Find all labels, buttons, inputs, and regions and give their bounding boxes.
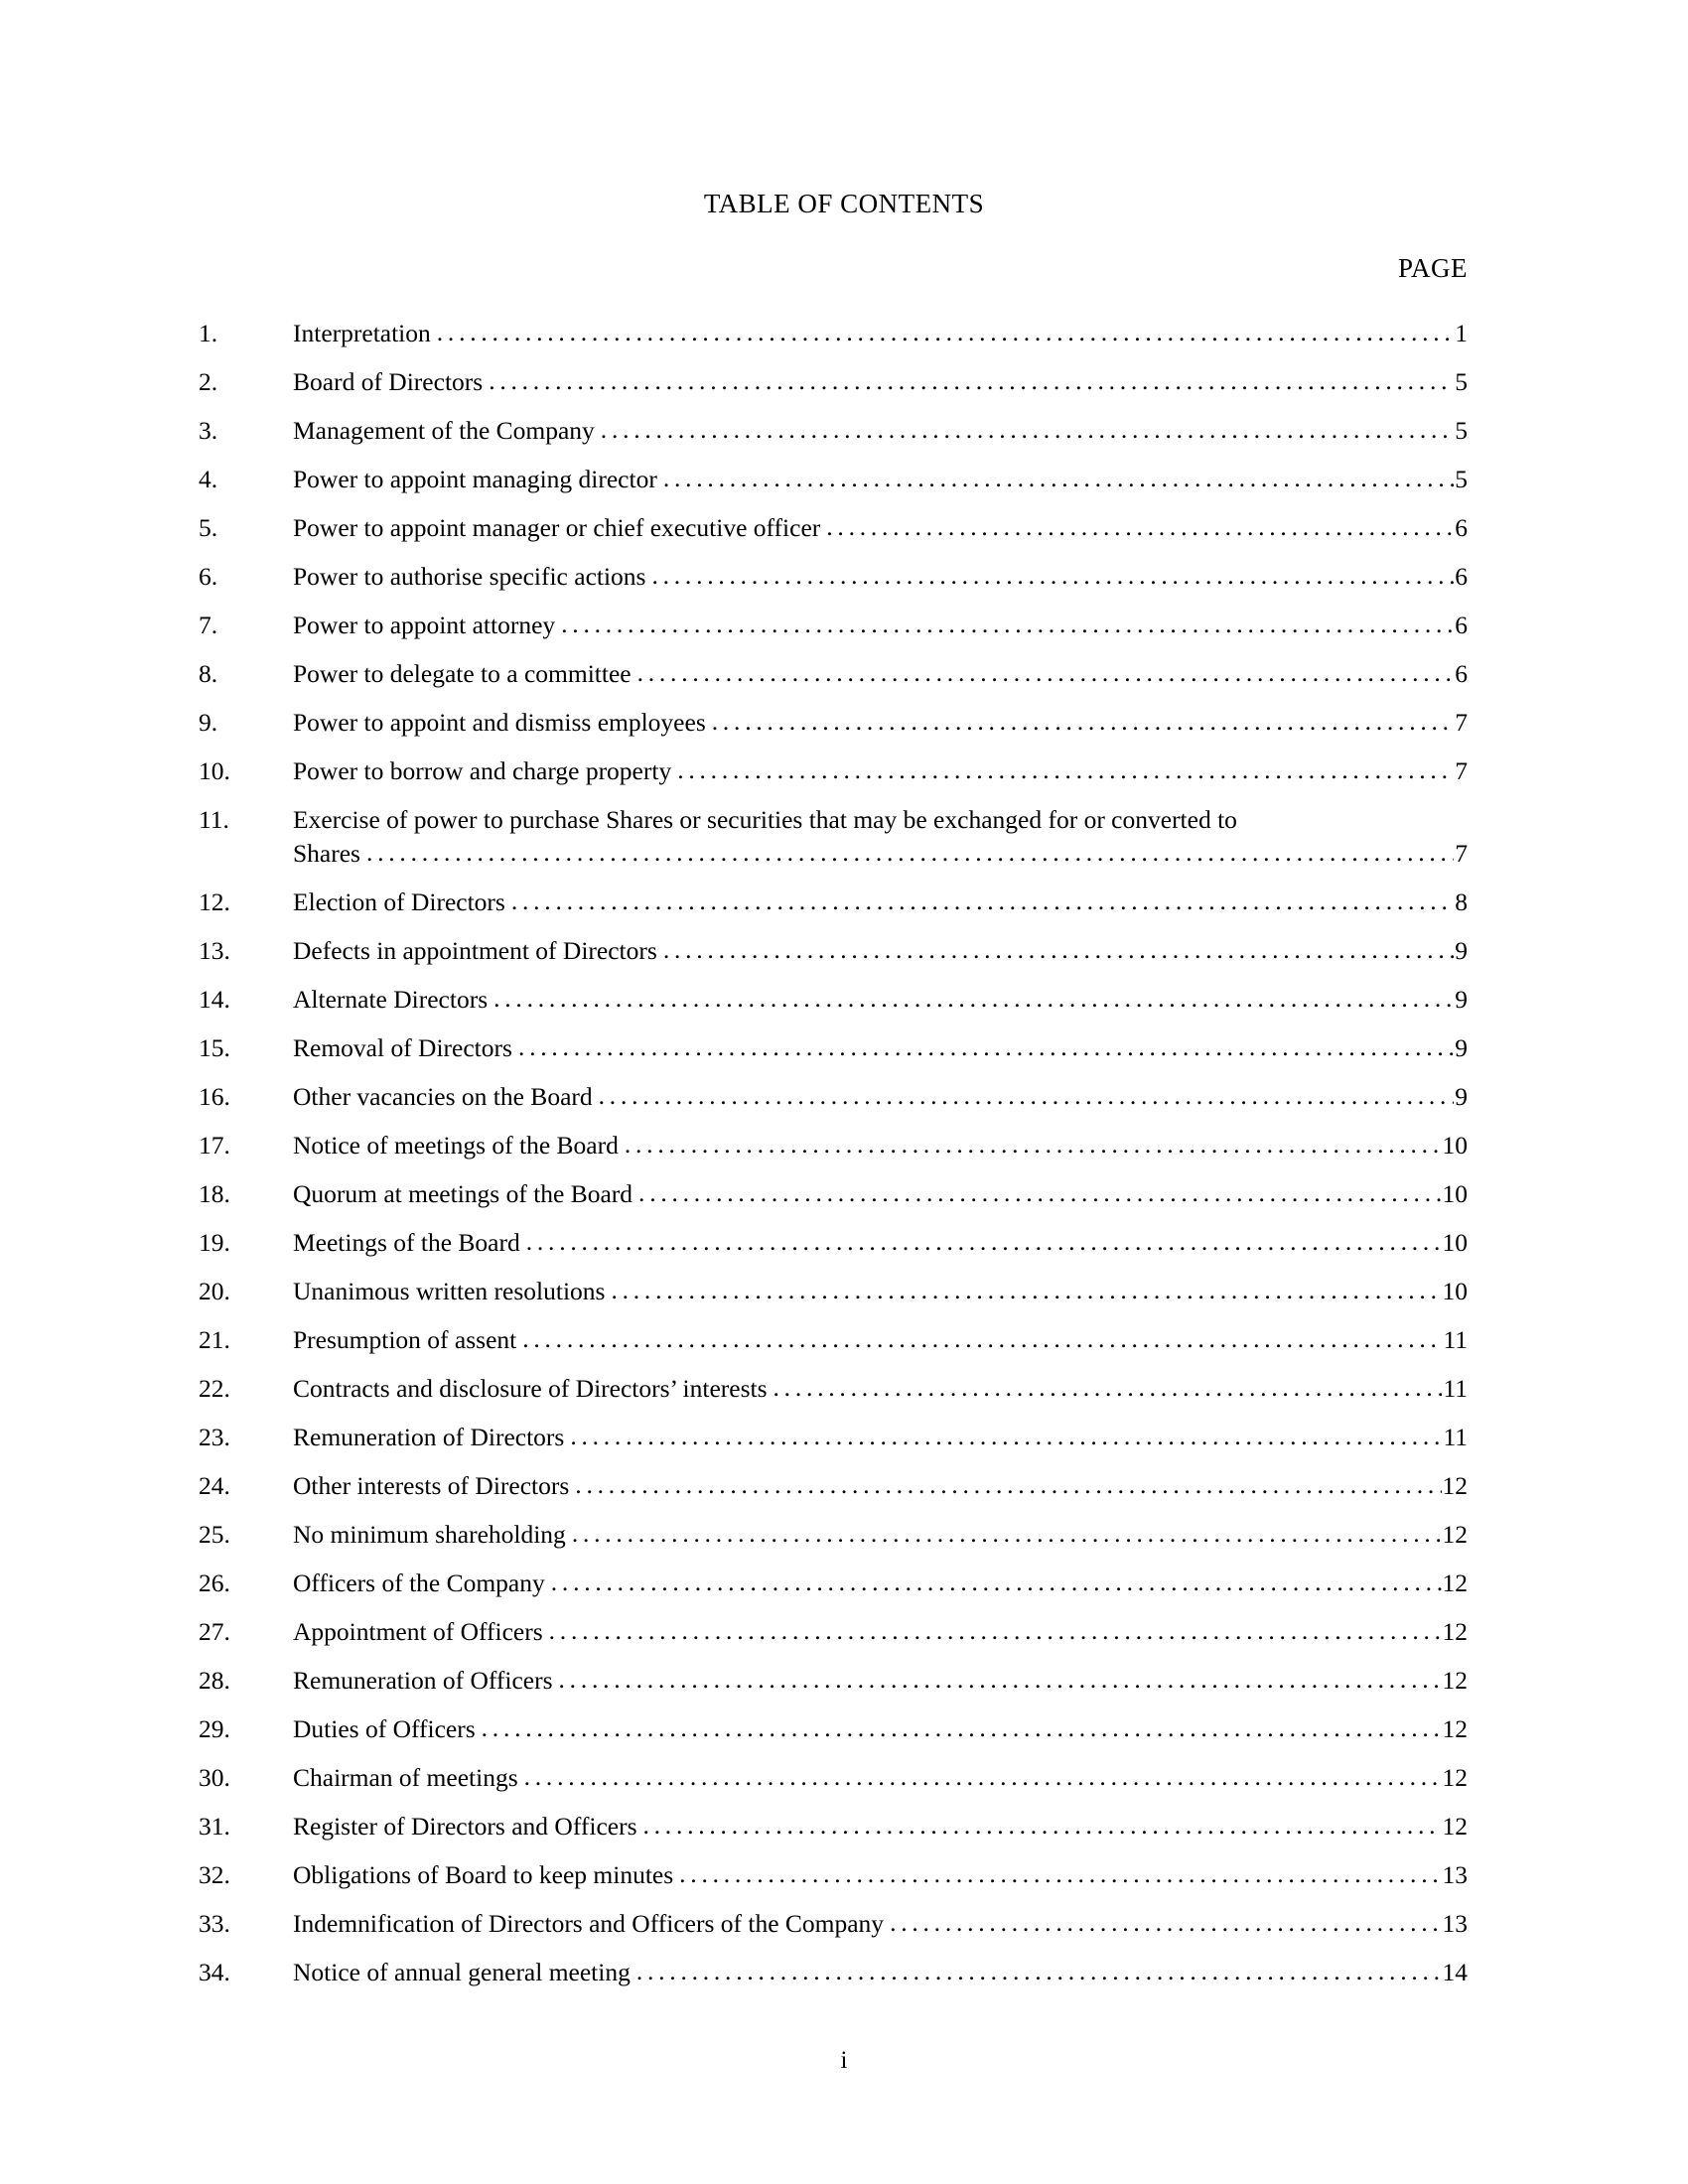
toc-entry-page-number: 9 — [1455, 1033, 1468, 1062]
toc-entry-number: 23. — [199, 1423, 230, 1451]
toc-entry-page-number: 11 — [1443, 1423, 1468, 1451]
toc-entry-page-number: 9 — [1455, 985, 1468, 1014]
toc-entry-number: 19. — [199, 1228, 230, 1257]
toc-entry-body — [293, 514, 1468, 541]
toc-entry-label: Power to appoint manager or chief executive officer — [293, 513, 821, 542]
toc-entry-page-number: 12 — [1442, 1812, 1468, 1841]
dot-leader — [575, 1471, 1441, 1498]
dot-leader — [890, 1909, 1441, 1936]
toc-entry-page-number: 7 — [1455, 839, 1468, 868]
toc-entry-page-number: 5 — [1455, 465, 1468, 493]
dot-leader — [677, 756, 1454, 783]
toc-entry-page-number: 5 — [1455, 416, 1468, 445]
toc-entry-number: 15. — [199, 1033, 230, 1062]
dot-leader — [611, 1277, 1441, 1303]
toc-entry-label: Other interests of Directors — [293, 1471, 570, 1500]
toc-entry-number: 9. — [199, 708, 218, 737]
toc-entry-label: Board of Directors — [293, 367, 484, 396]
toc-entry-number: 21. — [199, 1325, 230, 1354]
toc-entry-label: Notice of annual general meeting — [293, 1958, 631, 1986]
toc-entry-leader-line — [293, 986, 1468, 1013]
toc-entry[interactable] — [199, 1764, 1468, 1791]
dot-leader — [774, 1374, 1443, 1401]
toc-entry-leader-line — [293, 1715, 1468, 1742]
toc-entry[interactable] — [199, 1034, 1468, 1061]
toc-entry-leader-line — [293, 1083, 1468, 1110]
dot-leader — [522, 1325, 1442, 1352]
toc-entry-body — [293, 1132, 1468, 1159]
toc-entry-leader-line — [293, 1764, 1468, 1791]
toc-entry-leader-line — [293, 1959, 1468, 1985]
dot-leader — [679, 1860, 1441, 1887]
toc-entry[interactable] — [199, 1959, 1468, 1985]
toc-entry-body — [293, 1375, 1468, 1402]
toc-entry[interactable] — [199, 986, 1468, 1013]
toc-entry-page-number: 11 — [1443, 1325, 1468, 1354]
toc-entry-label: Defects in appointment of Directors — [293, 936, 657, 965]
toc-entry-label: Appointment of Officers — [293, 1617, 543, 1646]
toc-entry-body — [293, 563, 1468, 590]
toc-entry-label: Register of Directors and Officers — [293, 1812, 637, 1841]
toc-entry-number: 18. — [199, 1179, 230, 1208]
dot-leader — [551, 1569, 1442, 1595]
dot-leader — [625, 1131, 1442, 1158]
toc-entry-page-number: 12 — [1442, 1666, 1468, 1695]
toc-entry-body — [293, 1083, 1468, 1110]
toc-entry-number: 25. — [199, 1520, 230, 1549]
toc-entry-label: Remuneration of Directors — [293, 1423, 565, 1451]
toc-entry-number: 3. — [199, 416, 218, 445]
toc-entry-body — [293, 1570, 1468, 1596]
toc-entry-page-number: 6 — [1455, 513, 1468, 542]
dot-leader — [511, 887, 1454, 914]
toc-entry-leader-line — [293, 1618, 1468, 1645]
toc-entry-label: Power to delegate to a committee — [293, 659, 632, 688]
toc-entry-page-number: 14 — [1442, 1958, 1468, 1986]
toc-entry-page-number: 10 — [1442, 1228, 1468, 1257]
toc-entry-label: Power to borrow and charge property — [293, 756, 672, 785]
toc-entry-label: Other vacancies on the Board — [293, 1082, 593, 1111]
toc-entry[interactable] — [199, 368, 1468, 395]
dot-leader — [572, 1520, 1442, 1547]
toc-entry-page-number: 1 — [1455, 319, 1468, 347]
toc-entry-number: 4. — [199, 465, 218, 493]
toc-entry-label: Power to appoint and dismiss employees — [293, 708, 706, 737]
toc-entry-body — [293, 1034, 1468, 1061]
dot-leader — [493, 985, 1454, 1012]
toc-entry-body — [293, 806, 1468, 867]
toc-entry-body — [293, 1180, 1468, 1207]
toc-entry-leader-line — [293, 1521, 1468, 1548]
toc-entry[interactable] — [199, 1083, 1468, 1110]
toc-entry-number: 30. — [199, 1763, 230, 1792]
toc-entry-leader-line — [293, 1180, 1468, 1207]
toc-entry-number: 8. — [199, 659, 218, 688]
dot-leader — [549, 1617, 1442, 1644]
toc-entry-body — [293, 709, 1468, 736]
toc-entry[interactable] — [199, 1375, 1468, 1402]
dot-leader — [663, 936, 1454, 963]
toc-entry-number: 29. — [199, 1714, 230, 1743]
toc-entry-label-line1: Exercise of power to purchase Shares or securities that may be exchanged for or converted to — [293, 805, 1237, 834]
toc-entry-leader-line — [293, 1132, 1468, 1159]
toc-entry-label: Meetings of the Board — [293, 1228, 520, 1257]
toc-entry-label: Remuneration of Officers — [293, 1666, 553, 1695]
toc-entry-number: 13. — [199, 936, 230, 965]
toc-entry-number: 12. — [199, 887, 230, 916]
toc-entry[interactable] — [199, 1715, 1468, 1742]
dot-leader — [638, 1179, 1441, 1206]
toc-entry-body — [293, 1278, 1468, 1304]
toc-entry-leader-line — [293, 840, 1468, 867]
toc-entry-leader-line — [293, 1424, 1468, 1450]
toc-entry-page-number: 10 — [1442, 1131, 1468, 1160]
toc-entry-page-number: 11 — [1443, 1374, 1468, 1403]
toc-entry-label: Quorum at meetings of the Board — [293, 1179, 633, 1208]
toc-entry-number: 33. — [199, 1909, 230, 1938]
toc-entry-page-number: 12 — [1442, 1569, 1468, 1597]
toc-entry-leader-line — [293, 888, 1468, 915]
toc-entry[interactable] — [199, 1472, 1468, 1499]
toc-entry[interactable] — [199, 612, 1468, 638]
toc-entry-leader-line — [293, 466, 1468, 492]
toc-entry-body — [293, 1764, 1468, 1791]
toc-entry-label: Alternate Directors — [293, 985, 489, 1014]
toc-entry[interactable] — [199, 1278, 1468, 1304]
toc-entry[interactable] — [199, 1521, 1468, 1548]
toc-entry[interactable] — [199, 1570, 1468, 1596]
toc-entry-body — [293, 1229, 1468, 1256]
toc-entry-number: 10. — [199, 756, 230, 785]
toc-entry-number: 34. — [199, 1958, 230, 1986]
toc-entry-body — [293, 1813, 1468, 1840]
toc-entry-number: 16. — [199, 1082, 230, 1111]
toc-entry[interactable] — [199, 709, 1468, 736]
dot-leader — [437, 319, 1454, 345]
toc-entry-leader-line — [293, 1667, 1468, 1694]
toc-entry-label: Officers of the Company — [293, 1569, 545, 1597]
dot-leader — [489, 367, 1454, 394]
toc-entry-page-number: 6 — [1455, 611, 1468, 639]
toc-entry-leader-line — [293, 514, 1468, 541]
toc-entry-number: 7. — [199, 611, 218, 639]
dot-leader — [366, 839, 1454, 866]
dot-leader — [518, 1033, 1454, 1060]
toc-entry-page-number: 5 — [1455, 367, 1468, 396]
toc-entry-page-number: 12 — [1442, 1617, 1468, 1646]
toc-entry-leader-line — [293, 1229, 1468, 1256]
toc-entry-body — [293, 466, 1468, 492]
toc-entry-number: 6. — [199, 562, 218, 591]
toc-entry-label: Presumption of assent — [293, 1325, 517, 1354]
toc-entry-leader-line — [293, 612, 1468, 638]
toc-entry-number: 22. — [199, 1374, 230, 1403]
toc-entry-body — [293, 1959, 1468, 1985]
toc-entry-page-number: 12 — [1442, 1520, 1468, 1549]
toc-entry[interactable] — [199, 1424, 1468, 1450]
toc-entry[interactable] — [199, 1326, 1468, 1353]
toc-entry-body — [293, 1472, 1468, 1499]
toc-entry-leader-line — [293, 320, 1468, 346]
toc-entry[interactable] — [199, 514, 1468, 541]
toc-entry-body — [293, 1910, 1468, 1937]
toc-entry-body — [293, 1861, 1468, 1888]
toc-entry-leader-line — [293, 937, 1468, 964]
toc-entry-page-number: 9 — [1455, 1082, 1468, 1111]
toc-entry-number: 1. — [199, 319, 218, 347]
toc-entry-page-number: 13 — [1442, 1909, 1468, 1938]
toc-entry-page-number: 6 — [1455, 659, 1468, 688]
toc-entry-body — [293, 1667, 1468, 1694]
dot-leader — [482, 1714, 1442, 1741]
toc-entry-number: 27. — [199, 1617, 230, 1646]
toc-entry[interactable] — [199, 563, 1468, 590]
toc-entry[interactable] — [199, 1910, 1468, 1937]
toc-entry-leader-line — [293, 660, 1468, 687]
toc-entry-body — [293, 937, 1468, 964]
dot-leader — [636, 1958, 1442, 1984]
toc-entry-label-line2: Shares — [293, 839, 360, 868]
dot-leader — [643, 1812, 1442, 1839]
toc-entry-body — [293, 986, 1468, 1013]
toc-entry[interactable] — [199, 660, 1468, 687]
dot-leader — [712, 708, 1455, 735]
toc-entry-label: Removal of Directors — [293, 1033, 512, 1062]
toc-entry-leader-line — [293, 1326, 1468, 1353]
toc-entry-number: 2. — [199, 367, 218, 396]
toc-entry-label: Chairman of meetings — [293, 1763, 518, 1792]
toc-entry-label: Power to authorise specific actions — [293, 562, 646, 591]
toc-entry[interactable] — [199, 1861, 1468, 1888]
toc-entry-body — [293, 1715, 1468, 1742]
toc-entry-body — [293, 660, 1468, 687]
toc-entry[interactable] — [199, 1180, 1468, 1207]
toc-entry-number: 11. — [199, 805, 229, 834]
toc-entry-number: 20. — [199, 1277, 230, 1305]
toc-entry-label: Contracts and disclosure of Directors’ interests — [293, 1374, 768, 1403]
toc-entry-page-number: 13 — [1442, 1860, 1468, 1889]
toc-entry-body — [293, 888, 1468, 915]
toc-entry-leader-line — [293, 1910, 1468, 1937]
toc-entry[interactable] — [199, 937, 1468, 964]
toc-entry[interactable] — [199, 1813, 1468, 1840]
toc-entry-leader-line — [293, 1375, 1468, 1402]
toc-entry-label: Interpretation — [293, 319, 431, 347]
toc-entry[interactable] — [199, 1667, 1468, 1694]
toc-entry-number: 24. — [199, 1471, 230, 1500]
toc-entry-number: 14. — [199, 985, 230, 1014]
toc-entry-number: 5. — [199, 513, 218, 542]
dot-leader — [559, 1666, 1442, 1693]
toc-entry-number: 28. — [199, 1666, 230, 1695]
toc-entry-body — [293, 612, 1468, 638]
toc-entry-number: 17. — [199, 1131, 230, 1160]
dot-leader — [601, 416, 1454, 443]
toc-entry-page-number: 12 — [1442, 1471, 1468, 1500]
dot-leader — [826, 513, 1454, 540]
toc-entry-leader-line — [293, 417, 1468, 444]
toc-entry-body — [293, 320, 1468, 346]
toc-entry-page-number: 10 — [1442, 1179, 1468, 1208]
toc-entry-label: Power to appoint managing director — [293, 465, 657, 493]
toc-entry[interactable] — [199, 1132, 1468, 1159]
toc-entry-label: Duties of Officers — [293, 1714, 476, 1743]
toc-entry-label: Power to appoint attorney — [293, 611, 556, 639]
toc-entry-label: Indemnification of Directors and Officers of the Company — [293, 1909, 885, 1938]
toc-entry-leader-line — [293, 368, 1468, 395]
toc-entry-number: 32. — [199, 1860, 230, 1889]
dot-leader — [570, 1423, 1442, 1449]
toc-entry-body — [293, 1618, 1468, 1645]
toc-entry-number: 31. — [199, 1812, 230, 1841]
toc-entry-leader-line — [293, 757, 1468, 784]
footer-page-number: i — [840, 2047, 848, 2074]
dot-leader — [524, 1763, 1442, 1790]
toc-entry-leader-line — [293, 1570, 1468, 1596]
toc-entry-number: 26. — [199, 1569, 230, 1597]
toc-entry-body — [293, 1326, 1468, 1353]
toc-entry-page-number: 10 — [1442, 1277, 1468, 1305]
toc-entry-page-number: 12 — [1442, 1714, 1468, 1743]
toc-entry-page-number: 8 — [1455, 887, 1468, 916]
dot-leader — [651, 562, 1454, 589]
toc-entry-page-number: 7 — [1455, 756, 1468, 785]
toc-entry[interactable] — [199, 806, 1468, 867]
toc-entry-leader-line — [293, 1034, 1468, 1061]
toc-entry-leader-line — [293, 1472, 1468, 1499]
toc-entry[interactable] — [199, 417, 1468, 444]
page-title: TABLE OF CONTENTS — [703, 189, 985, 218]
toc-entry[interactable] — [199, 757, 1468, 784]
toc-entry-page-number: 7 — [1455, 708, 1468, 737]
toc-entry-leader-line — [293, 1278, 1468, 1304]
toc-entry-label: No minimum shareholding — [293, 1520, 566, 1549]
toc-entry-label: Management of the Company — [293, 416, 595, 445]
toc-entry-page-number: 6 — [1455, 562, 1468, 591]
toc-entry-label: Obligations of Board to keep minutes — [293, 1860, 674, 1889]
dot-leader — [561, 611, 1454, 637]
toc-entry-page-number: 9 — [1455, 936, 1468, 965]
toc-entry-leader-line — [293, 1861, 1468, 1888]
toc-entry-label: Unanimous written resolutions — [293, 1277, 606, 1305]
dot-leader — [526, 1228, 1442, 1255]
toc-entry-body — [293, 417, 1468, 444]
toc-entry-leader-line — [293, 709, 1468, 736]
toc-entry[interactable] — [199, 320, 1468, 346]
toc-entry-label: Election of Directors — [293, 887, 505, 916]
dot-leader — [599, 1082, 1455, 1109]
toc-entry-leader-line — [293, 1813, 1468, 1840]
toc-entry[interactable] — [199, 1229, 1468, 1256]
toc-entry-body — [293, 1424, 1468, 1450]
toc-entry-body — [293, 368, 1468, 395]
page-column-header: PAGE — [1397, 253, 1468, 283]
table-of-contents-list — [199, 320, 1468, 2007]
toc-entry-page-number: 12 — [1442, 1763, 1468, 1792]
toc-entry[interactable] — [199, 888, 1468, 915]
toc-entry-body — [293, 757, 1468, 784]
toc-entry-leader-line — [293, 563, 1468, 590]
toc-entry[interactable] — [199, 1618, 1468, 1645]
toc-entry-body — [293, 1521, 1468, 1548]
toc-entry-label: Notice of meetings of the Board — [293, 1131, 619, 1160]
toc-entry[interactable] — [199, 466, 1468, 492]
dot-leader — [637, 659, 1455, 686]
dot-leader — [663, 465, 1454, 491]
